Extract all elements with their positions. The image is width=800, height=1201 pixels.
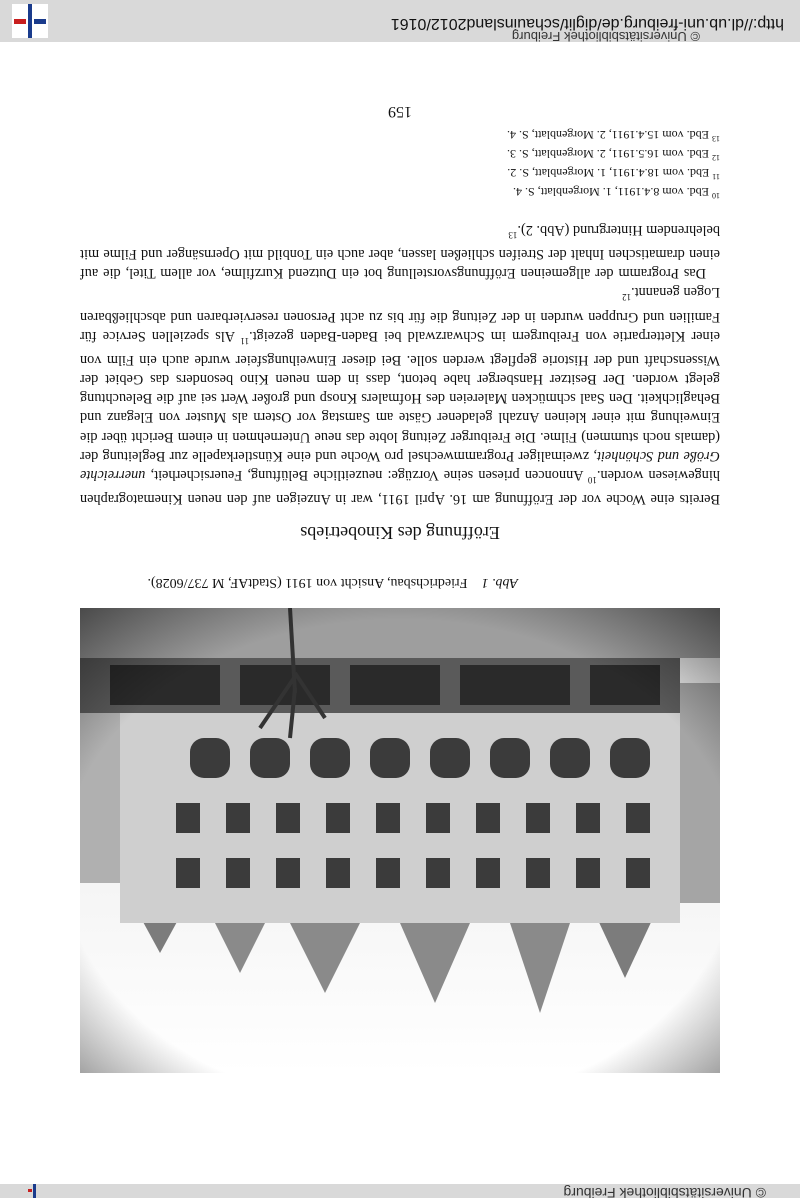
footnote xyxy=(80,165,720,184)
footnote xyxy=(80,184,720,203)
footnote-number: 10 xyxy=(712,191,720,200)
section-title: Eröffnung des Kinobetriebs xyxy=(300,523,500,543)
header-copyright: © Universitätsbibliothek Freiburg xyxy=(511,29,700,44)
footnote-text: Ebd. vom 15.4.1911, 2. Morgenblatt, S. 4. xyxy=(507,128,709,142)
footnote-ref: 10 xyxy=(587,474,597,485)
text-run: Bereits eine Woche vor der Eröffnung am 16. April 1911, war in Anzeigen auf den neuen Kinematographen hingewiesen worden. xyxy=(80,467,720,507)
figure-caption xyxy=(147,574,518,590)
emphasis-text: unerreichte Größe und Schönheit xyxy=(80,447,720,484)
text-run: Als speziellen Service für Familien und Gruppen wurden in der Zeitung die für bis zu acht Personen reservierbaren und abschließbaren Logen genannt. xyxy=(80,284,720,344)
footnote-ref: 12 xyxy=(622,292,632,303)
footnote-number: 13 xyxy=(712,134,720,143)
text-run: , zweimaliger Programmwechsel pro Woche und eine Künstlerkapelle zur Begleitung der (damals noch stummen) Filme. Die Freiburger Zeitung lobte das neue Unternehmen in einem Bericht über die Einweihung mit einer kleinen Anzahl geladener Gäste am Samstag vor Ostern als Muster von Eleganz und Behaglichkeit. Den Saal schmücken Malereien des Hofmalers Knosp und großer Wert sei auf die Beleuchtung gelegt worden. Der Besitzer Hansberger habe betont, dass in dem neuen Kino besonders das Gebiet der Wissenschaft und der Historie gepflegt werden solle. Bei dieser Einweihungsfeier wurde auch ein Film von einer Kletterpartie von Freiburgern im Schwarzwald bei Baden-Baden gezeigt. xyxy=(80,327,720,464)
body-paragraph xyxy=(80,220,720,282)
footnote xyxy=(80,127,720,146)
body-paragraph xyxy=(80,282,720,508)
footnotes xyxy=(80,127,720,203)
body-text xyxy=(80,220,720,508)
footer-copyright: © Universitätsbibliothek Freiburg xyxy=(563,1185,766,1201)
footer-logo-icon xyxy=(28,1184,40,1198)
figure-photo-friedrichsbau xyxy=(80,608,720,1073)
page-number: 159 xyxy=(388,103,412,120)
text-run: Annoncen priesen seine Vorzüge: neuzeitliche Belüftung, Feuersicherheit, xyxy=(145,467,588,484)
footnote-text: Ebd. vom 16.5.1911, 2. Morgenblatt, S. 3. xyxy=(507,147,709,161)
footnote-ref: 13 xyxy=(508,230,518,241)
viewer-header-bar xyxy=(0,0,800,42)
building-photo-illustration xyxy=(80,608,720,1073)
source-url[interactable]: http://dl.ub.uni-freiburg.de/diglit/schauinsland2012/0161 xyxy=(390,15,784,32)
footnote-text: Ebd. vom 18.4.1911, 1. Morgenblatt, S. 2. xyxy=(507,166,710,180)
text-run: Das Programm der allgemeinen Eröffnungsvorstellung bot ein Dutzend Kurzfilme, vor allem Titel, die auf einen dramatischen Inhalt der Streifen schließen lassen, aber auch ein Tonbild mit Opernsänger und Filme mit belehrendem Hintergrund (Abb. 2). xyxy=(80,222,720,282)
footnote-text: Ebd. vom 8.4.1911, 1. Morgenblatt, S. 4. xyxy=(513,185,709,199)
footnote-ref: 11 xyxy=(240,335,250,346)
footnote xyxy=(80,146,720,165)
footnote-number: 11 xyxy=(712,172,720,181)
figure-label: Abb. 1 xyxy=(481,575,518,590)
figure-caption-text: Friedrichsbau, Ansicht von 1911 (StadtAF, M 737/6028). xyxy=(147,575,468,590)
library-logo-icon xyxy=(12,4,48,38)
viewer-footer-bar xyxy=(0,1184,800,1201)
footnote-number: 12 xyxy=(712,153,720,162)
